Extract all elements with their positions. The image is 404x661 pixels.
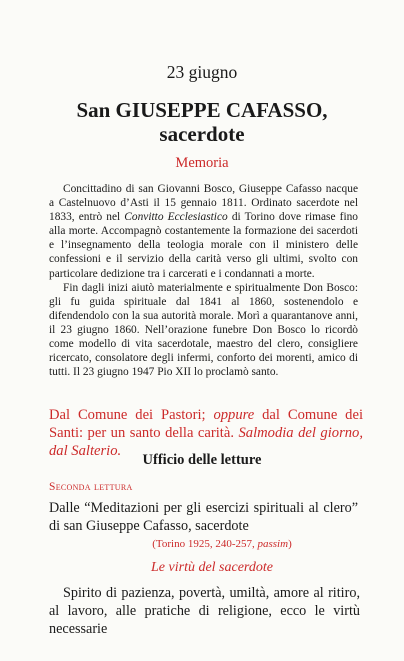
section-heading: Ufficio delle letture (142, 452, 262, 468)
ref-text: ) (288, 538, 292, 550)
bio-paragraph-1 (49, 182, 358, 281)
reading-label-text: Seconda lettura (49, 481, 133, 493)
biography-text (49, 182, 358, 379)
rubric-text: Dal Comune dei Pastori; (49, 407, 214, 423)
saint-name: San GIUSEPPE CAFASSO, (76, 98, 328, 122)
rubric-italic: oppure (213, 407, 255, 423)
bio-text: di Torino dove rimase fino alla morte. Accompagnò costantemente la formazione dei sacerdoti e l’insegnamento della teologia morale con il ministero delle confessioni e il servizio della carità verso gli ultimi, svolto con particolare dedizione tra i carcerati e i condannati a morte. (49, 211, 358, 280)
reading-reference (0, 538, 404, 550)
reading-title: Le virtù del sacerdote (151, 560, 273, 575)
reading-source: Dalle “Meditazioni per gli esercizi spirituali al clero” di san Giuseppe Cafasso, sacerdote (49, 500, 358, 534)
celebration-rank: Memoria (175, 155, 229, 171)
ref-italic: passim (257, 538, 289, 550)
rubric-text: dal Comune dei Santi: per un santo della carità. (49, 407, 363, 441)
rubric-italic: Salmodia del giorno, dal Salterio. (49, 425, 363, 459)
bio-text: Concittadino di san Giovanni Bosco, Giuseppe Cafasso nacque a Castelnuovo d’Asti il 15 gennaio 1811. Ordinato sacerdote nel 1833, entrò nel (49, 183, 358, 224)
ref-text: (Torino 1925, 240-257, (152, 538, 258, 550)
reading-text: Spirito di pazienza, povertà, umiltà, amore al ritiro, al lavoro, alle pratiche di religione, ecco le virtù necessarie (49, 585, 360, 637)
saint-title (0, 98, 404, 146)
reading-label (49, 481, 133, 493)
bio-paragraph-2: Fin dagli inizi aiutò materialmente e spiritualmente Don Bosco: gli fu guida spirituale dal 1841 al 1860, sostenendolo e difendendolo con la sua autorità morale. Morì a quarantanove anni, il 23 giugno 1860. Nell’orazione funebre Don Bosco lo ricordò come modello di vita sacerdotale, maestro del clero, consigliere ricercato, consolatore degli infermi, conforto dei morenti, amico di tutti. Il 23 giugno 1947 Pio XII lo proclamò santo. (49, 281, 358, 379)
bio-italic: Convitto Ecclesiastico (124, 211, 228, 224)
saint-rank: sacerdote (159, 122, 245, 146)
date-heading: 23 giugno (166, 62, 238, 82)
